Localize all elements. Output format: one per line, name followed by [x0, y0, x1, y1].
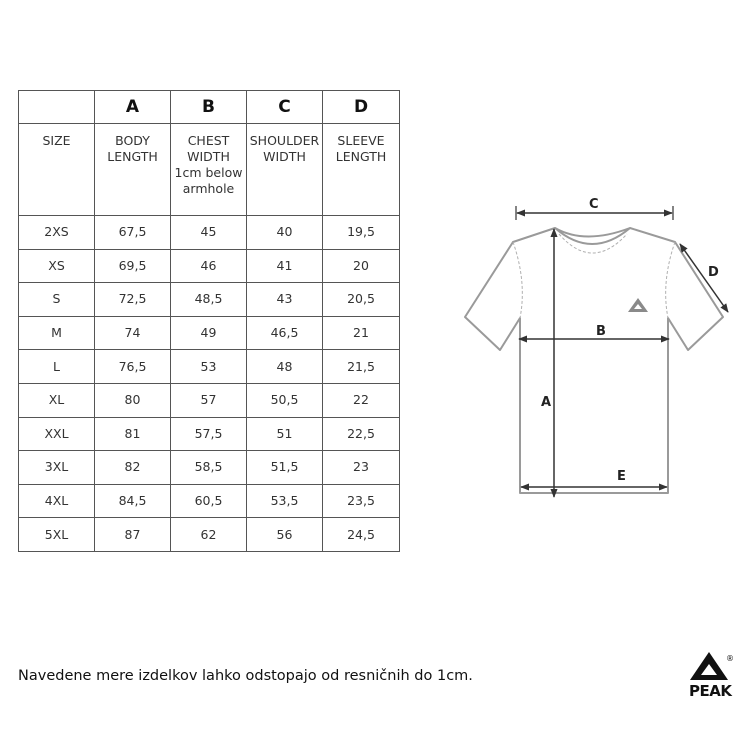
table-row: [19, 283, 400, 317]
cell-shoulder-width: 40: [247, 216, 323, 250]
cell-sleeve-length: 24,5: [323, 518, 400, 552]
cell-chest-width: 60,5: [171, 484, 247, 518]
table-row: [19, 417, 400, 451]
dimension-label-c: C: [589, 197, 599, 212]
table-row: [19, 316, 400, 350]
cell-chest-width: 57,5: [171, 417, 247, 451]
cell-size: XL: [19, 383, 95, 417]
cell-shoulder-width: 48: [247, 350, 323, 384]
cell-body-length: 84,5: [95, 484, 171, 518]
column-letter-c: C: [247, 91, 323, 124]
table-row: [19, 518, 400, 552]
cell-size: 3XL: [19, 451, 95, 485]
column-letter-row: [19, 91, 400, 124]
cell-size: 5XL: [19, 518, 95, 552]
size-chart-table: [18, 90, 400, 552]
cell-chest-width: 57: [171, 383, 247, 417]
cell-sleeve-length: 23: [323, 451, 400, 485]
cell-body-length: 87: [95, 518, 171, 552]
table-row: [19, 350, 400, 384]
chest-logo-icon: [628, 298, 648, 312]
cell-sleeve-length: 20,5: [323, 283, 400, 317]
cell-size: 4XL: [19, 484, 95, 518]
table-row: [19, 451, 400, 485]
dimension-label-e: E: [617, 469, 626, 484]
cell-chest-width: 49: [171, 316, 247, 350]
cell-size: 2XS: [19, 216, 95, 250]
cell-sleeve-length: 23,5: [323, 484, 400, 518]
column-label-shoulder-width: SHOULDER WIDTH: [247, 124, 323, 216]
sleeve-seam-right-icon: [666, 242, 675, 318]
column-label-chest-width: CHEST WIDTH 1cm below armhole: [171, 124, 247, 216]
logo-wordmark: PEAK: [689, 682, 732, 700]
cell-body-length: 80: [95, 383, 171, 417]
column-label-sleeve-length: SLEEVE LENGTH: [323, 124, 400, 216]
dimension-label-b: B: [596, 324, 606, 339]
column-label-row: [19, 124, 400, 216]
cell-body-length: 67,5: [95, 216, 171, 250]
size-chart-body: [19, 91, 400, 552]
cell-chest-width: 48,5: [171, 283, 247, 317]
dimension-label-d: D: [708, 265, 719, 280]
cell-chest-width: 58,5: [171, 451, 247, 485]
cell-shoulder-width: 51: [247, 417, 323, 451]
column-label-body-length: BODY LENGTH: [95, 124, 171, 216]
cell-body-length: 74: [95, 316, 171, 350]
cell-body-length: 69,5: [95, 249, 171, 283]
dimension-label-a: A: [541, 395, 552, 410]
cell-shoulder-width: 50,5: [247, 383, 323, 417]
cell-size: L: [19, 350, 95, 384]
cell-chest-width: 53: [171, 350, 247, 384]
cell-shoulder-width: 46,5: [247, 316, 323, 350]
table-row: [19, 484, 400, 518]
dimension-arrow-d: [680, 244, 728, 312]
table-row: [19, 383, 400, 417]
tshirt-outline-icon: [465, 228, 723, 493]
cell-chest-width: 46: [171, 249, 247, 283]
cell-shoulder-width: 43: [247, 283, 323, 317]
sleeve-seam-left-icon: [513, 242, 522, 318]
column-letter-blank: [19, 91, 95, 124]
column-label-size: SIZE: [19, 124, 95, 216]
table-row: [19, 216, 400, 250]
cell-sleeve-length: 22: [323, 383, 400, 417]
cell-sleeve-length: 20: [323, 249, 400, 283]
cell-sleeve-length: 21,5: [323, 350, 400, 384]
cell-shoulder-width: 53,5: [247, 484, 323, 518]
cell-body-length: 81: [95, 417, 171, 451]
column-letter-a: A: [95, 91, 171, 124]
cell-chest-width: 45: [171, 216, 247, 250]
tshirt-diagram: [455, 190, 745, 510]
cell-size: XXL: [19, 417, 95, 451]
cell-size: M: [19, 316, 95, 350]
measurement-disclaimer: Navedene mere izdelkov lahko odstopajo od resničnih do 1cm.: [18, 668, 473, 684]
cell-shoulder-width: 41: [247, 249, 323, 283]
cell-sleeve-length: 21: [323, 316, 400, 350]
cell-body-length: 76,5: [95, 350, 171, 384]
column-letter-d: D: [323, 91, 400, 124]
column-letter-b: B: [171, 91, 247, 124]
cell-sleeve-length: 22,5: [323, 417, 400, 451]
cell-body-length: 82: [95, 451, 171, 485]
cell-shoulder-width: 51,5: [247, 451, 323, 485]
table-row: [19, 249, 400, 283]
cell-size: XS: [19, 249, 95, 283]
cell-shoulder-width: 56: [247, 518, 323, 552]
cell-sleeve-length: 19,5: [323, 216, 400, 250]
registered-mark: ®: [726, 654, 734, 663]
cell-body-length: 72,5: [95, 283, 171, 317]
cell-chest-width: 62: [171, 518, 247, 552]
cell-size: S: [19, 283, 95, 317]
